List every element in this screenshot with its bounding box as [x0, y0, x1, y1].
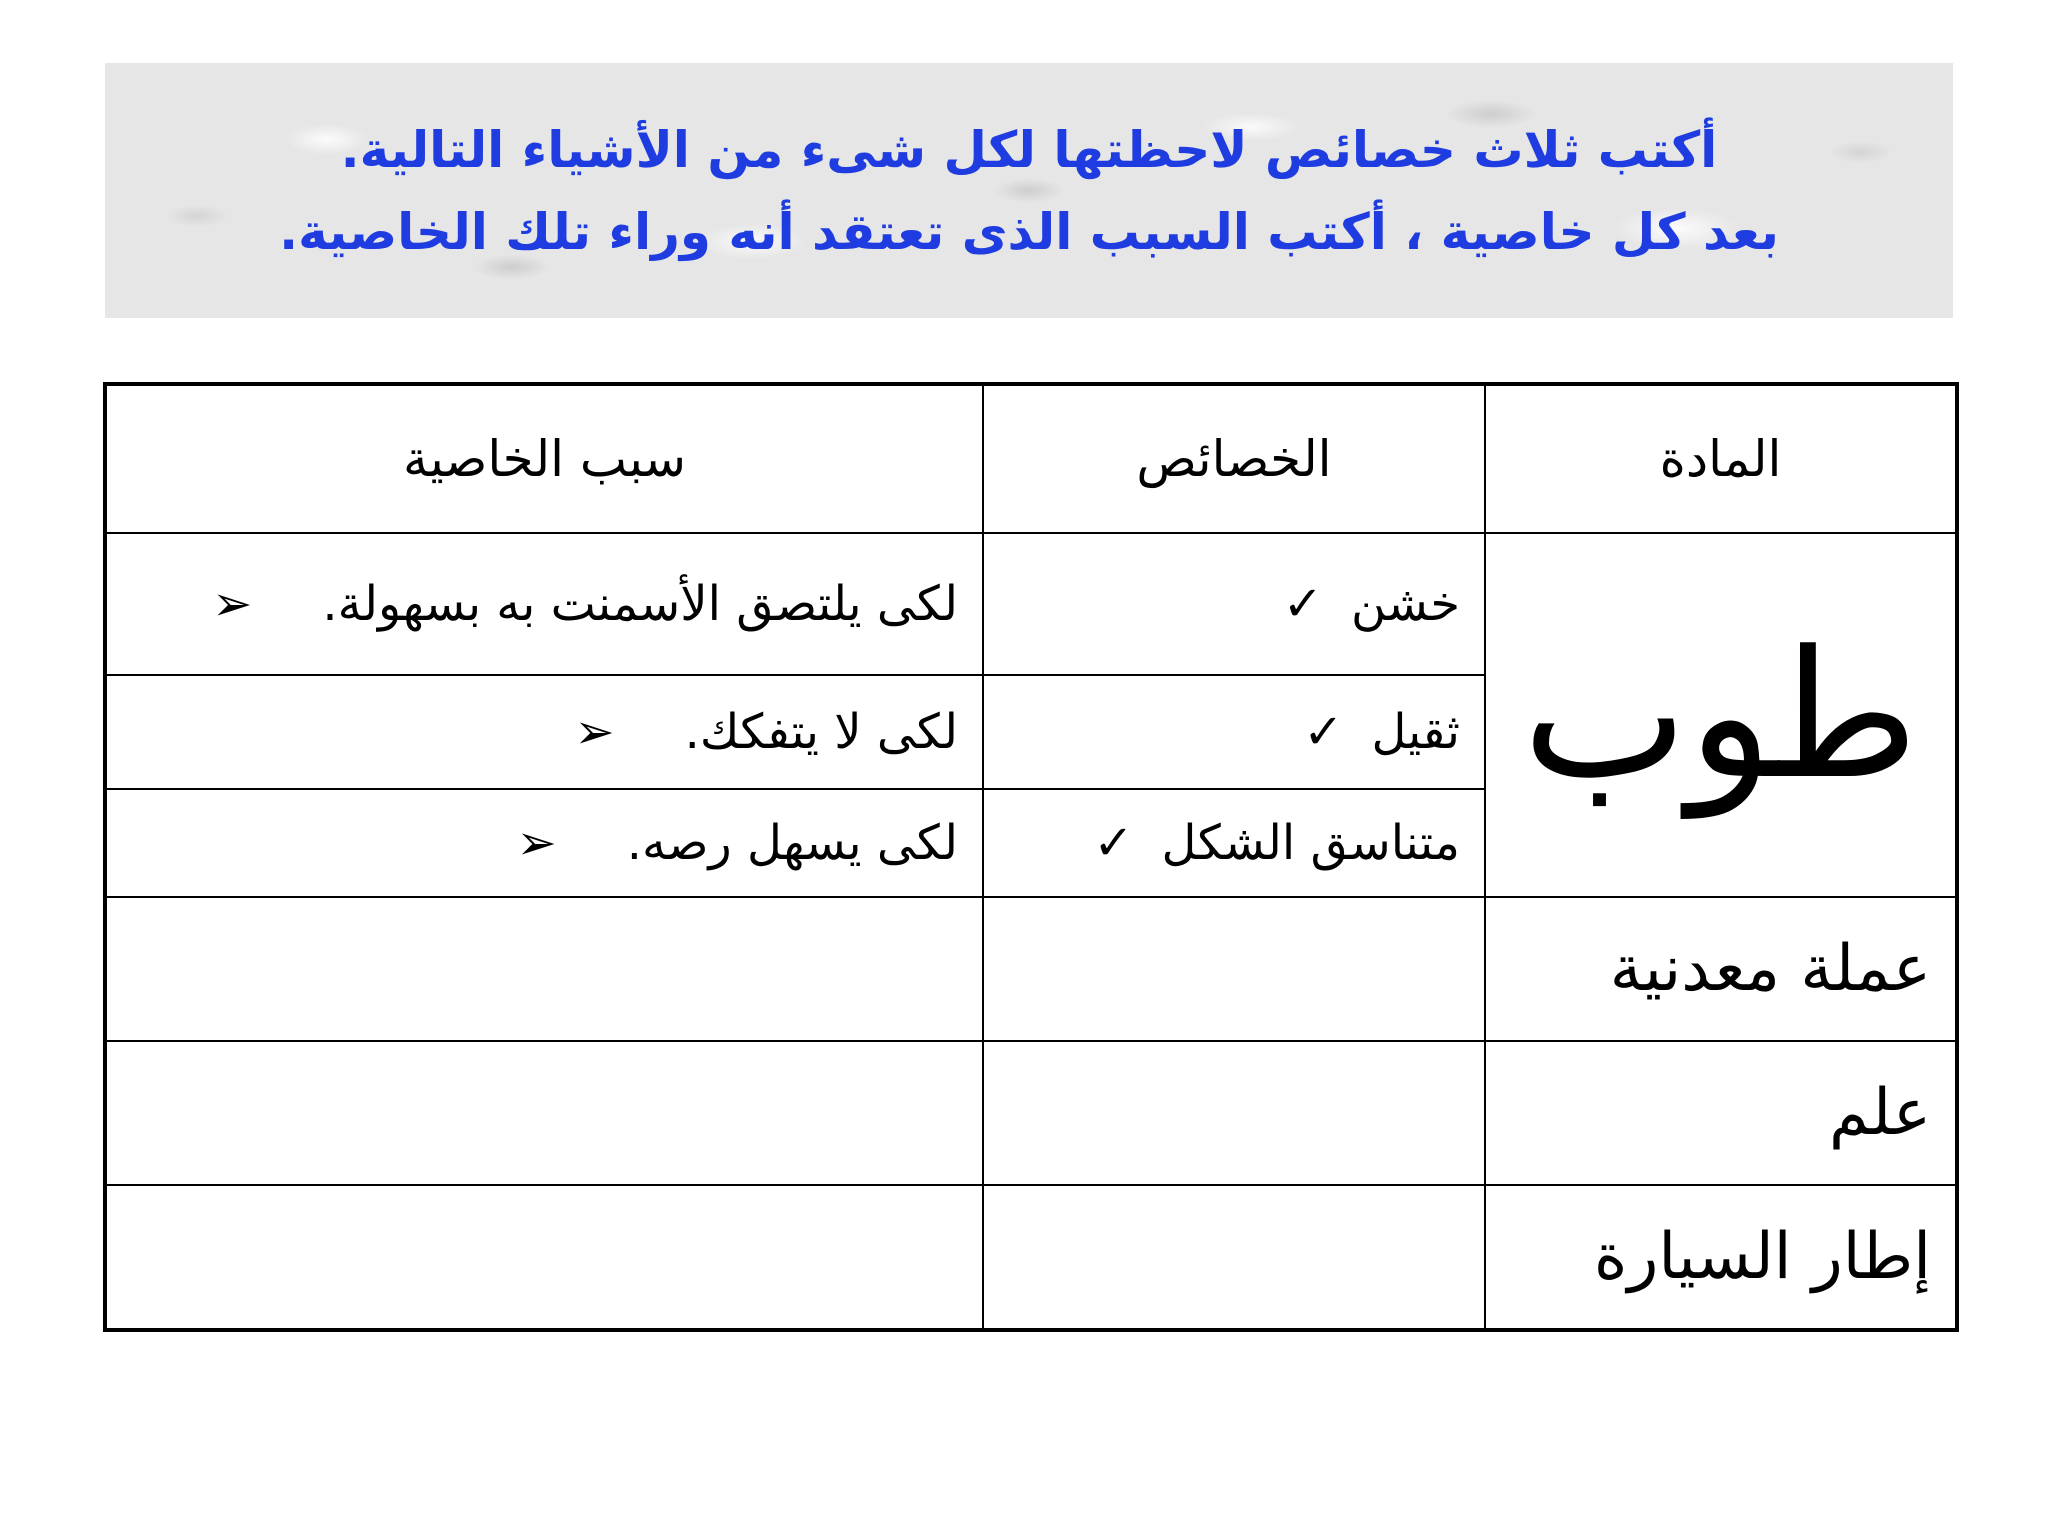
header-material: المادة — [1485, 384, 1957, 533]
table-row — [105, 533, 1957, 675]
property-text: خشن — [1350, 576, 1460, 632]
check-icon: ✓ — [1093, 815, 1134, 871]
check-icon: ✓ — [1282, 576, 1323, 632]
header-reason: سبب الخاصية — [105, 384, 983, 533]
table-row — [105, 1041, 1957, 1185]
property-cell — [983, 789, 1485, 897]
reason-text: لكى يلتصق الأسمنت به بسهولة. — [322, 576, 958, 632]
header-properties: الخصائص — [983, 384, 1485, 533]
reason-cell-empty — [105, 1185, 983, 1330]
arrow-bullet-icon: ➢ — [212, 576, 253, 632]
reason-cell — [105, 789, 983, 897]
material-tire: إطار السيارة — [1485, 1185, 1957, 1330]
table-header-row — [105, 384, 1957, 533]
instruction-line-1: أكتب ثلاث خصائص لاحظتها لكل شىء من الأشياء التالية. — [340, 120, 1718, 179]
table-row — [105, 897, 1957, 1041]
reason-cell — [105, 533, 983, 675]
properties-table — [103, 382, 1959, 1332]
reason-cell-empty — [105, 1041, 983, 1185]
table-row — [105, 1185, 1957, 1330]
arrow-bullet-icon: ➢ — [574, 704, 615, 760]
property-cell — [983, 675, 1485, 789]
property-text: متناسق الشكل — [1161, 815, 1460, 871]
reason-cell — [105, 675, 983, 789]
reason-text: لكى لا يتفكك. — [684, 704, 958, 760]
check-icon: ✓ — [1303, 704, 1344, 760]
arrow-bullet-icon: ➢ — [516, 815, 557, 871]
instruction-line-2: بعد كل خاصية ، أكتب السبب الذى تعتقد أنه وراء تلك الخاصية. — [279, 202, 1779, 261]
material-brick: طوب — [1485, 533, 1957, 897]
material-coin: عملة معدنية — [1485, 897, 1957, 1041]
property-cell-empty — [983, 897, 1485, 1041]
reason-cell-empty — [105, 897, 983, 1041]
reason-text: لكى يسهل رصه. — [626, 815, 958, 871]
material-flag: علم — [1485, 1041, 1957, 1185]
property-cell-empty — [983, 1185, 1485, 1330]
property-text: ثقيل — [1371, 704, 1460, 760]
property-cell-empty — [983, 1041, 1485, 1185]
property-cell — [983, 533, 1485, 675]
instructions-banner — [105, 63, 1953, 318]
